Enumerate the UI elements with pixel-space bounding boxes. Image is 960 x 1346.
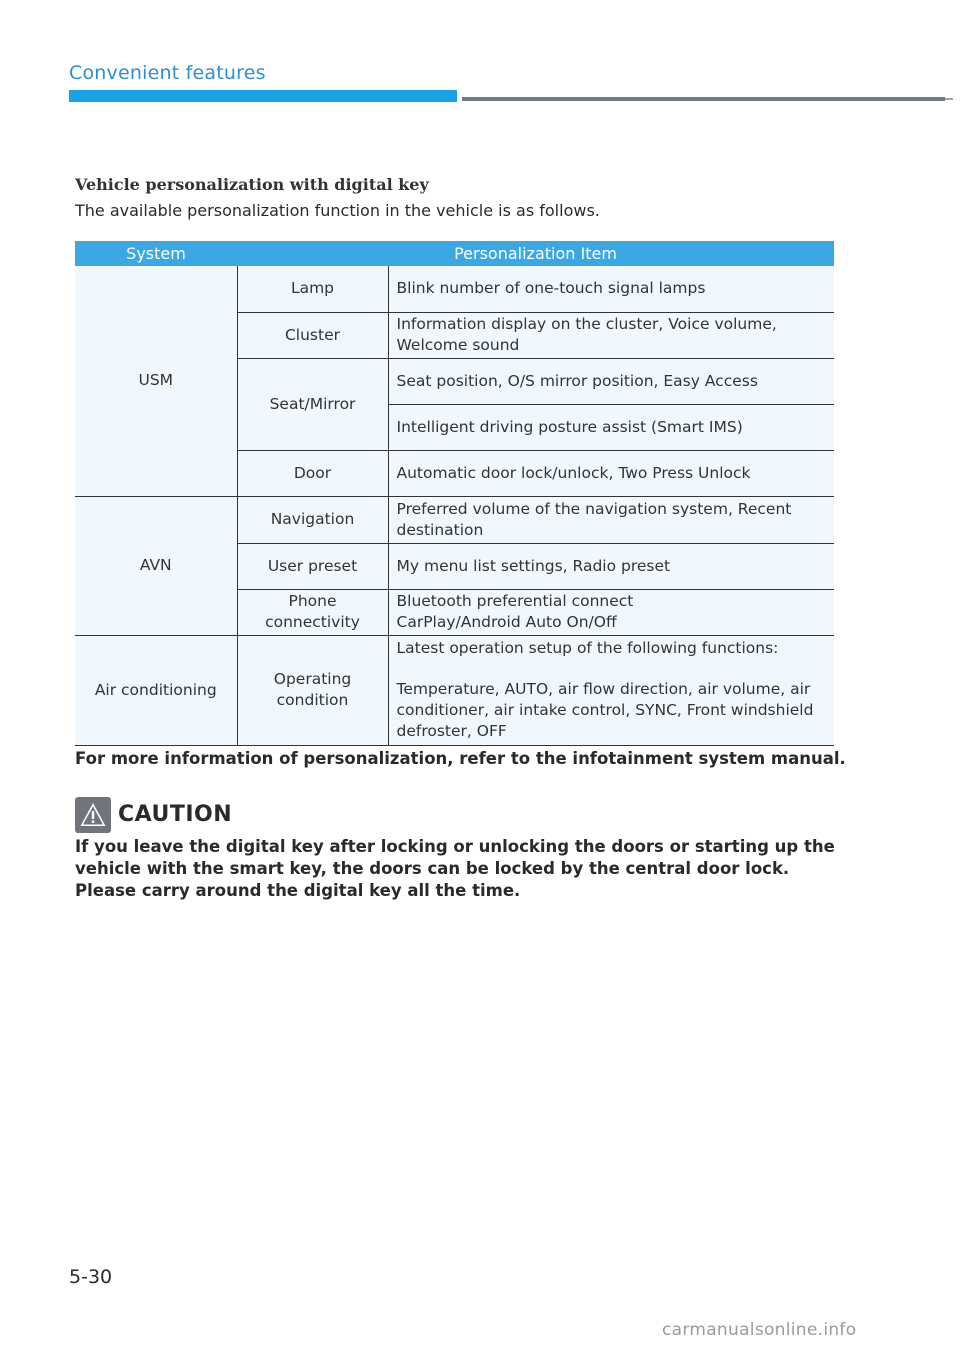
- warning-triangle-icon: [75, 797, 111, 833]
- personalization-note: For more information of personalization, refer to the infotainment system manual.: [75, 749, 846, 768]
- table-row: [75, 266, 834, 312]
- header-rule-blue: [69, 90, 457, 102]
- system-air-conditioning: Air conditioning: [75, 635, 237, 745]
- desc-cell: Information display on the cluster, Voice volume, Welcome sound: [388, 312, 834, 358]
- desc-cell: [388, 635, 834, 745]
- page-number: 5-30: [69, 1266, 113, 1288]
- section-title: Convenient features: [69, 62, 266, 84]
- desc-cell: Blink number of one-touch signal lamps: [388, 266, 834, 312]
- desc-line: Bluetooth preferential connect: [396, 592, 634, 610]
- system-usm: USM: [75, 266, 237, 496]
- system-avn: AVN: [75, 496, 237, 635]
- personalization-table: [75, 241, 834, 746]
- item-cell: Seat/Mirror: [237, 358, 388, 450]
- desc-line: CarPlay/Android Auto On/Off: [396, 613, 617, 631]
- header-rule-end: [945, 98, 953, 100]
- desc-cell: Automatic door lock/unlock, Two Press Unlock: [388, 450, 834, 496]
- item-cell: Phone connectivity: [237, 589, 388, 635]
- item-cell: User preset: [237, 543, 388, 589]
- desc-spacer: [397, 659, 829, 679]
- desc-cell: Seat position, O/S mirror position, Easy Access: [388, 358, 834, 404]
- section-heading: Vehicle personalization with digital key: [75, 175, 429, 194]
- item-cell: Cluster: [237, 312, 388, 358]
- table-header-row: [75, 241, 834, 266]
- header-system: System: [75, 241, 237, 266]
- desc-line: Latest operation setup of the following functions:: [396, 639, 779, 657]
- item-cell: Door: [237, 450, 388, 496]
- intro-text: The available personalization function in the vehicle is as follows.: [75, 201, 600, 220]
- header-personalization-item: Personalization Item: [237, 241, 834, 266]
- desc-line: Temperature, AUTO, air flow direction, air volume, air conditioner, air intake control, SYNC, Front windshield defroster, OFF: [396, 680, 814, 740]
- table-row: [75, 635, 834, 745]
- item-cell: Navigation: [237, 496, 388, 543]
- desc-cell: Intelligent driving posture assist (Smart IMS): [388, 404, 834, 450]
- desc-cell: My menu list settings, Radio preset: [388, 543, 834, 589]
- item-cell: Operating condition: [237, 635, 388, 745]
- caution-title: CAUTION: [118, 802, 233, 827]
- caution-text: If you leave the digital key after locking or unlocking the doors or starting up the vehicle with the smart key, the doors can be locked by the central door lock. Please carry around the digital key all the time.: [75, 837, 835, 900]
- watermark: carmanualsonline.info: [662, 1320, 857, 1340]
- header-rule-gray: [462, 97, 945, 101]
- table-row: [75, 496, 834, 543]
- desc-cell: Preferred volume of the navigation system, Recent destination: [388, 496, 834, 543]
- item-cell: Lamp: [237, 266, 388, 312]
- desc-cell: [388, 589, 834, 635]
